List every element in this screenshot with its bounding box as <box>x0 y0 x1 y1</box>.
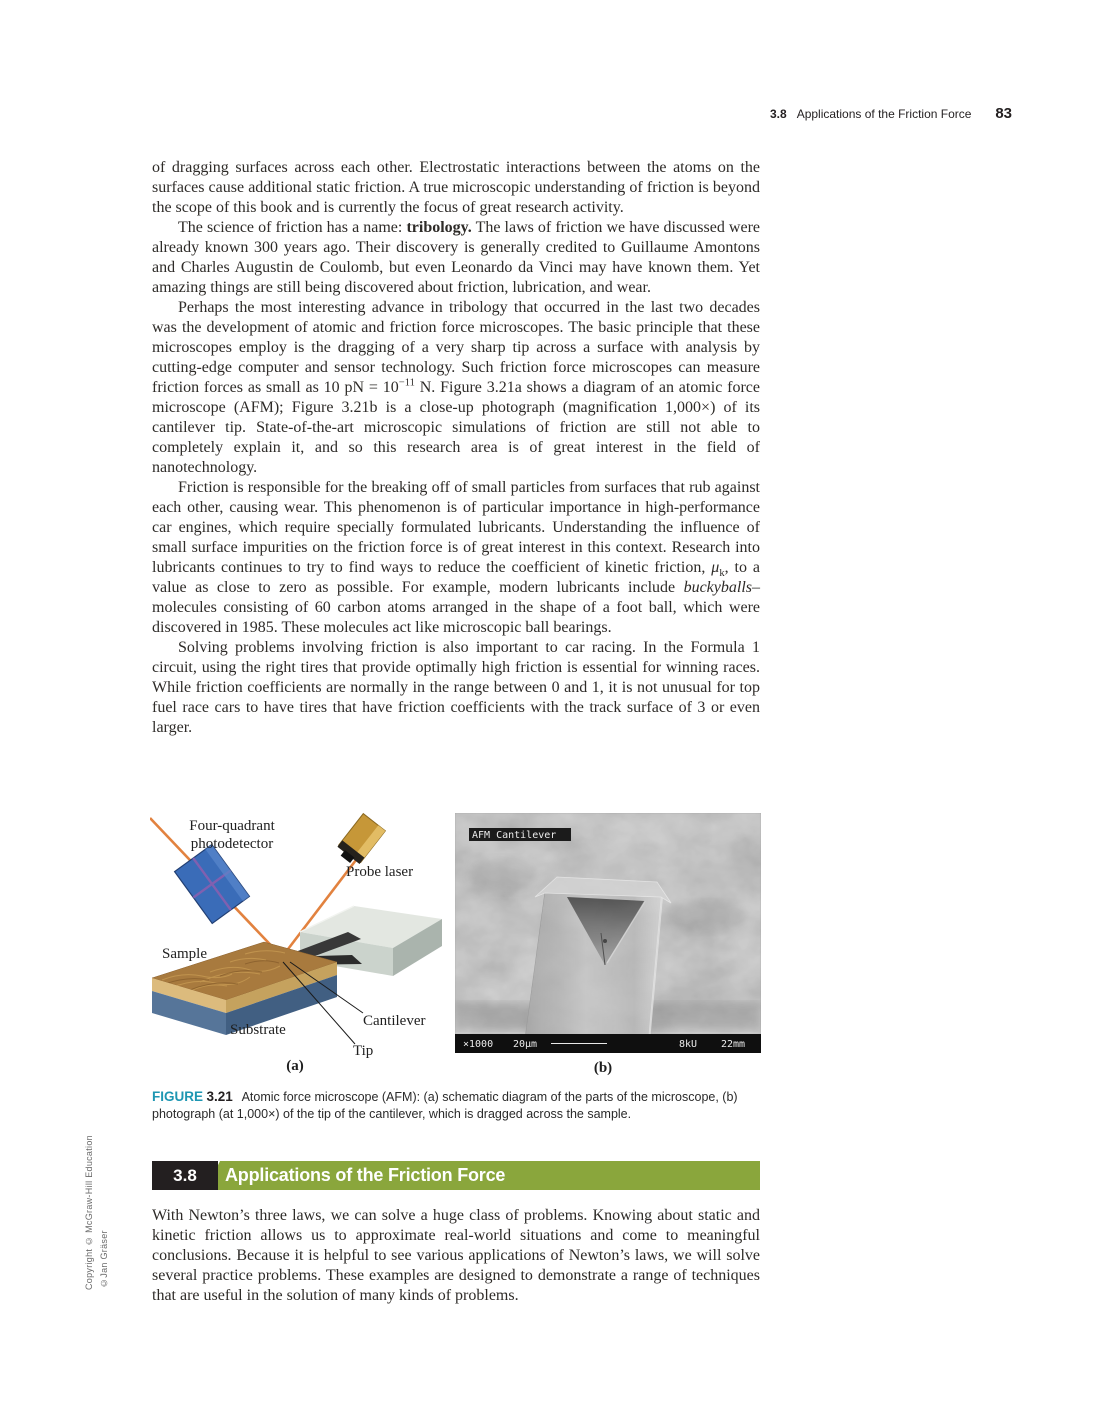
body-text-column <box>152 158 760 738</box>
sem-voltage: 8kU <box>679 1039 698 1050</box>
probe-laser-label: Probe laser <box>346 864 414 880</box>
sample-label: Sample <box>162 946 207 962</box>
sem-working-distance: 22mm <box>721 1039 746 1050</box>
paragraph-2: The science of friction has a name: tribology. The laws of friction we have discussed were already known 300 years ago. Their discovery is generally credited to Guillaume Amontons and Charles Augustin de Coulomb, but even Leonardo da Vinci may have known them. Yet amazing things are still being discovered about friction, lubrication, and wear. <box>152 219 760 296</box>
running-head-section-number: 3.8 <box>770 107 787 121</box>
running-head <box>770 105 1012 122</box>
running-head-section-title: Applications of the Friction Force <box>796 107 972 121</box>
closing-text-column <box>152 1206 760 1306</box>
photographer-credit: ©Jan Gräser <box>99 1230 109 1288</box>
cantilever-label: Cantilever <box>363 1013 426 1029</box>
section-number-box: 3.8 <box>152 1161 218 1190</box>
paragraph-3: Perhaps the most interesting advance in tribology that occurred in the last two decades was the development of atomic and friction force microscopes. The basic principle that these microscopes employ is the dragging of a very sharp tip across a surface with analysis by cutting-edge computer and sensor technology. Such friction force microscopes can measure friction forces as small as 10 pN = $10^{-11}$ N. Figure 3.21a shows a diagram of an atomic force microscope (AFM); Figure 3.21b is a close-up photograph (magnification 1,000×) of its cantilever tip. State-of-the-art microscopic simulations of friction are still not able to completely explain it, and so this research area is of great interest in the field of nanotechnology. <box>152 299 761 476</box>
figure-sublabel-a: (a) <box>286 1058 304 1074</box>
afm-schematic-svg <box>150 812 460 1060</box>
tip-label: Tip <box>353 1043 374 1059</box>
figure-caption-text: Atomic force microscope (AFM): (a) schematic diagram of the parts of the microscope, (b) photograph (at 1,000×) of the tip of the cantilever, which is dragged across the sample. <box>152 1090 738 1121</box>
figure-caption-number: 3.21 <box>206 1089 233 1104</box>
figure-sublabel-b: (b) <box>593 1060 613 1076</box>
paragraph-5: Solving problems involving friction is also important to car racing. In the Formula 1 circuit, using the right tires that provide optimally high friction is essential for winning races. While friction coefficients are normally in the range between 0 and 1, it is not unusual for top fuel race cars to have tires that have friction coefficients with the track surface of 3 or even larger. <box>152 639 760 736</box>
sem-photo-figure <box>455 813 761 1053</box>
photodetector-label-line1: Four-quadrant <box>189 818 275 834</box>
paragraph-6: With Newton’s three laws, we can solve a huge class of problems. Knowing about static and kinetic friction allows us to approximate real-world situations and come to meaningful conclusions. Because it is helpful to see various applications of Newton’s laws, we will solve several practice problems. These examples are designed to demonstrate a range of techniques that are useful in the solution of many kinds of problems. <box>152 1207 760 1304</box>
section-heading-bar <box>152 1161 760 1190</box>
figure-caption <box>152 1089 760 1122</box>
afm-schematic-figure <box>150 812 460 1060</box>
paragraph-4: Friction is responsible for the breaking off of small particles from surfaces that rub against each other, causing wear. This phenomenon is of particular importance in high-performance car engines, which require specially formulated lubricants. Understanding the influence of small surface impurities on the friction force is of great interest in this context. Research into lubricants continues to try to find ways to reduce the coefficient of kinetic friction, $\mu_k$, to a value as close to zero as possible. For example, modern lubricants include buckyballs–molecules consisting of 60 carbon atoms arranged in the shape of a foot ball, which were discovered in 1985. These molecules act like microscopic ball bearings. <box>152 479 760 636</box>
photodetector-label-line2: photodetector <box>190 836 274 852</box>
sem-scale-value: 20μm <box>513 1039 538 1050</box>
section-title: Applications of the Friction Force <box>225 1165 506 1185</box>
sem-photo-svg <box>455 813 761 1053</box>
page-number: 83 <box>995 105 1012 122</box>
substrate-label: Substrate <box>230 1022 286 1038</box>
sem-status-bar <box>455 1034 761 1053</box>
sem-magnification: ×1000 <box>463 1039 494 1050</box>
copyright-credit: Copyright © McGraw-Hill Education <box>84 1135 94 1290</box>
sem-title-text: AFM Cantilever <box>472 830 557 841</box>
probe-laser-graphic <box>334 814 385 868</box>
paragraph-1: of dragging surfaces across each other. Electrostatic interactions between the atoms on the surfaces cause additional static friction. A true microscopic understanding of friction is beyond the scope of this book and is currently the focus of great research activity. <box>152 159 760 216</box>
figure-caption-label: FIGURE <box>152 1089 204 1104</box>
